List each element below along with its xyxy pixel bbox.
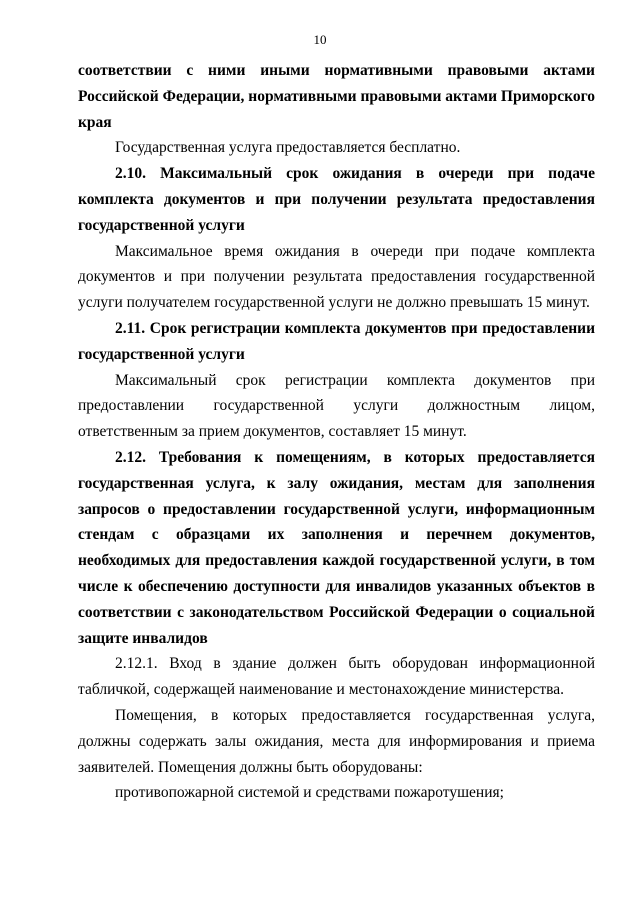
paragraph-registration-time: Максимальный срок регистрации комплекта документов при предоставлении государственной услуги должностным лицом, ответственным за прием документов, составляет 15 минут. — [78, 371, 595, 441]
section-heading-2-10: 2.10. Максимальный срок ожидания в очереди при подаче комплекта документов и при получении результата предоставления государственной услуги — [78, 165, 595, 234]
paragraph-2-12-1: 2.12.1. Вход в здание должен быть оборудован информационной табличкой, содержащей наименование и местонахождение министерства. — [78, 655, 595, 699]
document-body — [78, 58, 595, 806]
section-heading-2-12: 2.12. Требования к помещениям, в которых предоставляется государственная услуга, к залу ожидания, местам для заполнения запросов о предоставлении государственной услуги, информационным стендам с образцами их заполнения и перечнем документов, необходимых для предоставления каждой государственной услуги, в том числе к обеспечению доступности для инвалидов указанных объектов в соответствии с законодательством Российской Федерации о социальной защите инвалидов — [78, 448, 595, 647]
page-number: 10 — [313, 32, 327, 47]
paragraph-free-of-charge: Государственная услуга предоставляется бесплатно. — [115, 139, 461, 157]
paragraph-premises: Помещения, в которых предоставляется государственная услуга, должны содержать залы ожидания, места для информирования и приема заявителей. Помещения должны быть оборудованы: — [78, 706, 595, 776]
paragraph-fire-safety: противопожарной системой и средствами пожаротушения; — [115, 784, 504, 802]
paragraph-continuation-heading: соответствии с ними иными нормативными правовыми актами Российской Федерации, нормативными правовыми актами Приморского края — [78, 62, 595, 131]
section-heading-2-11: 2.11. Срок регистрации комплекта документов при предоставлении государственной услуги — [78, 319, 595, 363]
paragraph-waiting-time: Максимальное время ожидания в очереди при подаче комплекта документов и при получении результата предоставления государственной услуги получателем государственной услуги не должно превышать 15 минут. — [78, 242, 595, 312]
